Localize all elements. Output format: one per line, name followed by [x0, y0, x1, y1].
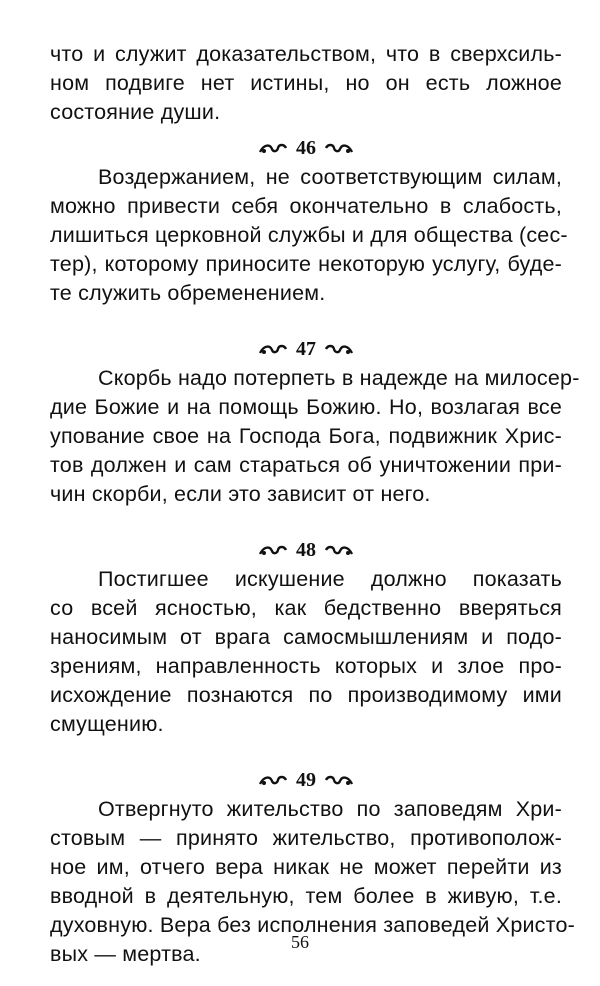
- ornament-left-icon: [258, 542, 288, 558]
- text-line: вводной в деятельную, тем более в живую, т.е.: [50, 884, 562, 908]
- ornament-left-icon: [258, 341, 288, 357]
- text-line: дие Божие и на помощь Божию. Но, возлагая все: [50, 395, 562, 419]
- ornament-left-icon: [258, 140, 288, 156]
- section-number: 46: [296, 137, 316, 159]
- section-paragraph: [50, 163, 568, 308]
- ornament-right-icon: [324, 542, 354, 558]
- text-line: лишиться церковной службы и для общества (сес-: [50, 223, 568, 247]
- text-line: ном подвиге нет истины, но он есть ложное: [50, 71, 562, 95]
- text-line: зрениям, направленность которых и злое про-: [50, 654, 562, 678]
- intro-paragraph: [50, 40, 562, 127]
- section-heading: [50, 535, 562, 565]
- section-paragraph: [50, 565, 562, 739]
- ornament-left-icon: [258, 772, 288, 788]
- text-line: упование свое на Господа Бога, подвижник Хрис-: [50, 424, 562, 448]
- text-line: со всей ясностью, как бедственно вверяться: [50, 596, 562, 620]
- ornament-right-icon: [324, 140, 354, 156]
- ornament-right-icon: [324, 772, 354, 788]
- text-line: ное им, отчего вера никак не может перейти из: [50, 855, 562, 879]
- text-line: стовым — принято жительство, противополож-: [50, 826, 562, 850]
- text-line: тер), которому приносите некоторую услугу, буде-: [50, 252, 562, 276]
- text-line: те служить обременением.: [50, 281, 326, 305]
- section-heading: [50, 765, 562, 795]
- section-heading: [50, 133, 562, 163]
- text-line: Отвергнуто жительство по заповедям Хри-: [98, 797, 562, 821]
- text-line: чин скорби, если это зависит от него.: [50, 482, 431, 506]
- text-line: что и служит доказательством, что в сверхсиль-: [50, 42, 562, 66]
- text-line: тов должен и сам стараться об уничтожении при-: [50, 453, 562, 477]
- text-line: духовную. Вера без исполнения заповедей Христо-: [50, 913, 575, 937]
- page-body: [50, 40, 580, 969]
- ornament-right-icon: [324, 341, 354, 357]
- text-line: состояние души.: [50, 100, 221, 124]
- text-line: смущению.: [50, 712, 164, 736]
- text-line: исхождение познаются по производимому ими: [50, 683, 562, 707]
- section-number: 48: [296, 539, 316, 561]
- page-number: 56: [291, 932, 309, 952]
- text-line: можно привести себя окончательно в слабость,: [50, 194, 562, 218]
- section-number: 49: [296, 769, 316, 791]
- text-line: Скорбь надо потерпеть в надежде на милосер-: [98, 366, 580, 390]
- section-heading: [50, 334, 562, 364]
- text-line: наносимым от врага самосмышлениям и подо-: [50, 625, 562, 649]
- text-line: Постигшее искушение должно показать: [98, 567, 562, 591]
- text-line: вых — мертва.: [50, 942, 201, 966]
- section-paragraph: [50, 364, 580, 509]
- text-line: Воздержанием, не соответствующим силам,: [98, 165, 562, 189]
- section-number: 47: [296, 338, 316, 360]
